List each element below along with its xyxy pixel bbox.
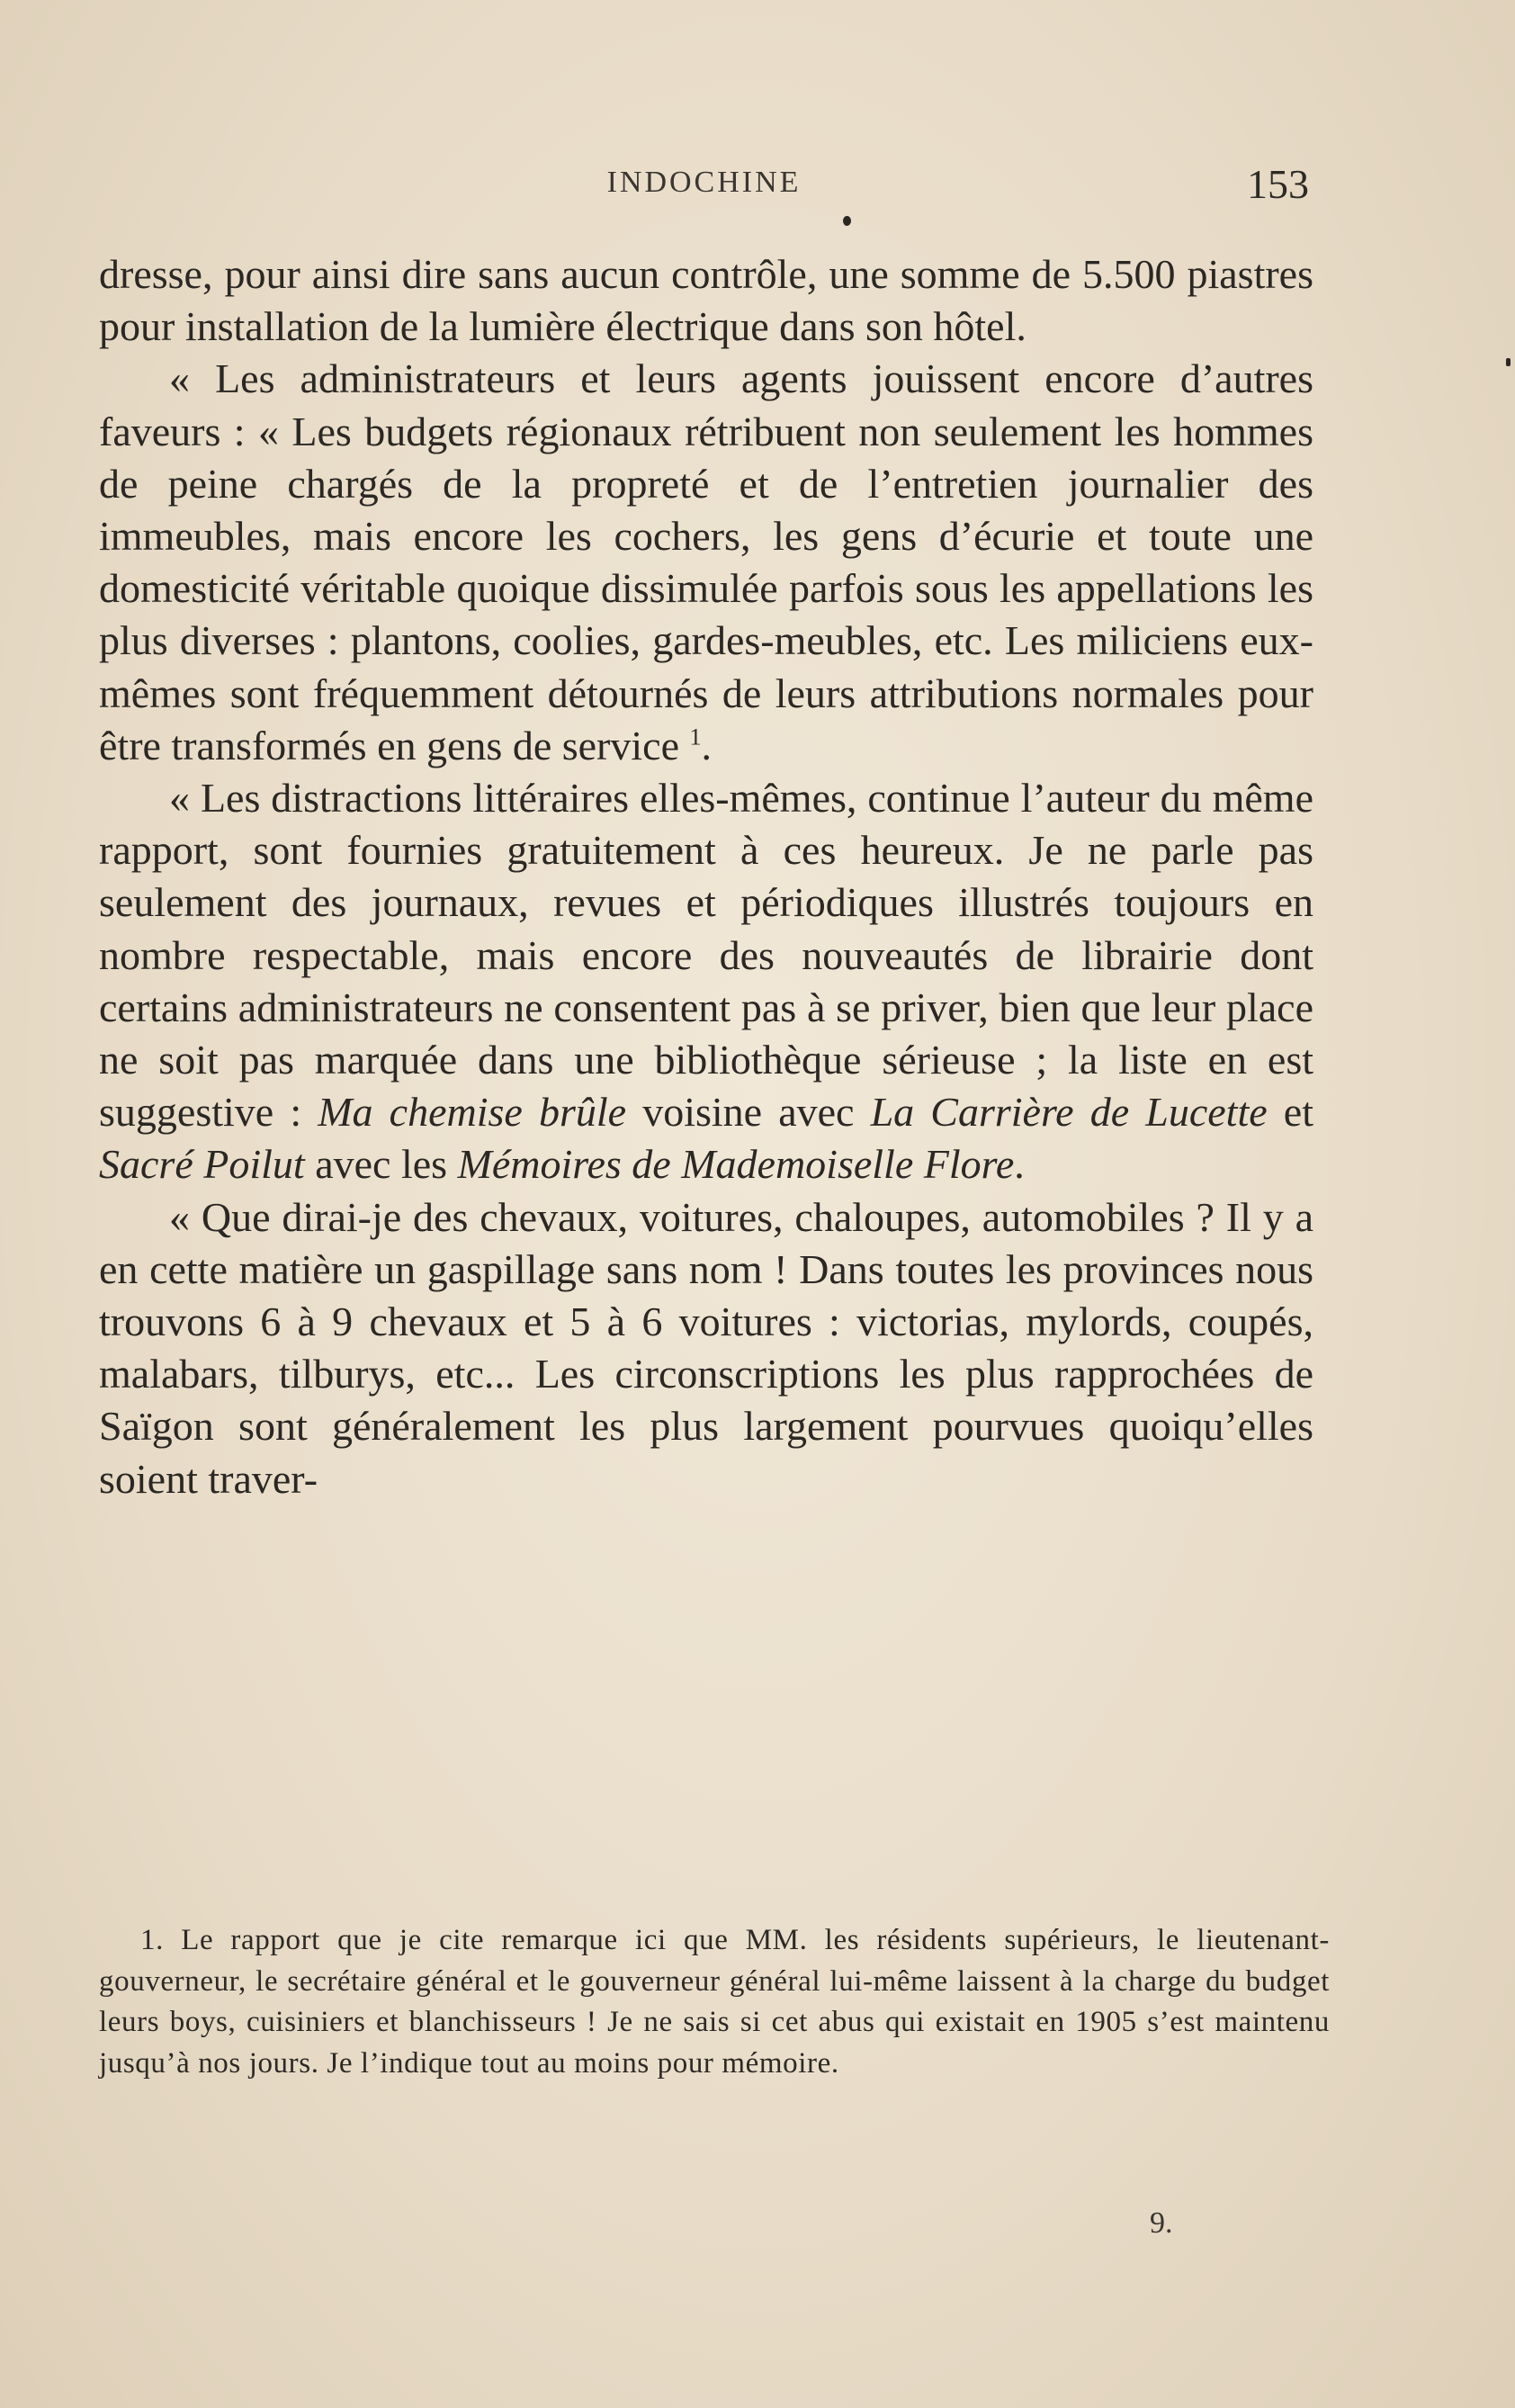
text-run: et: [1267, 1089, 1313, 1136]
body-paragraph: [99, 1191, 1313, 1505]
body-paragraph: [99, 248, 1313, 353]
footnote-paragraph: 1. Le rapport que je cite remarque ici que MM. les résidents supérieurs, le lieutenant-gouverneur, le secrétaire général et le gouverneur général lui-même laissent à la charge du budget leurs boys, cuisiniers et blanchisseurs ! Je ne sais si cet abus qui existait en 1905 s’est maintenu jusqu’à nos jours. Je l’indique tout au moins pour mémoire.: [99, 1924, 1330, 2080]
italic-title: La Carrière de Lucette: [870, 1089, 1268, 1136]
italic-title: Mémoires de Mademoiselle Flore: [457, 1141, 1015, 1188]
body-paragraph: [99, 353, 1313, 772]
footnote-reference: 1: [689, 723, 702, 750]
text-run: avec les: [304, 1141, 458, 1188]
text-run: voisine avec: [626, 1089, 871, 1136]
body-text: [99, 248, 1313, 1505]
text-run: « Les administrateurs et leurs agents jouissent encore d’autres faveurs : « Les budgets régionaux rétribuent non seulement les hommes de peine chargés de la propreté et de l’entretien journalier des immeubles, mais encore les cochers, les gens d’écurie et toute une domesticité véritable quoique dissimulée parfois sous les appellations les plus diverses : plantons, coolies, gardes-meubles, etc. Les miliciens eux-mêmes sont fréquemment détournés de leurs attributions normales pour être transformés en gens de service: [99, 355, 1313, 768]
italic-title: Sacré Poilut: [99, 1141, 305, 1188]
text-run: .: [1014, 1141, 1025, 1188]
running-head: [99, 160, 1309, 214]
page-number: 153: [1247, 161, 1309, 207]
text-run: dresse, pour ainsi dire sans aucun contrôle, une somme de 5.500 piastres pour installation de la lumière électrique dans son hôtel.: [99, 251, 1313, 350]
text-run: « Les distractions littéraires elles-mêmes, continue l’auteur du même rapport, sont fournies gratuitement à ces heureux. Je ne parle pas seulement des journaux, revues et périodiques illustrés toujours en nombre respectable, mais encore des nouveautés de librairie dont certains administrateurs ne consentent pas à se priver, bien que leur place ne soit pas marquée dans une bibliothèque sérieuse ; la liste en est suggestive :: [99, 775, 1313, 1136]
signature-mark: 9.: [1150, 2206, 1173, 2240]
body-paragraph: [99, 772, 1313, 1191]
text-run: .: [701, 722, 712, 768]
italic-title: Ma chemise brûle: [318, 1089, 627, 1136]
footnote-text: [99, 1920, 1330, 2084]
text-run: « Que dirai-je des chevaux, voitures, chaloupes, automobiles ? Il y a en cette matière un gaspillage sans nom ! Dans toutes les provinces nous trouvons 6 à 9 chevaux et 5 à 6 voitures : victorias, mylords, coupés, malabars, tilburys, etc... Les circonscriptions les plus rapprochées de Saïgon sont généralement les plus largement pourvues quoiqu’elles soient traver-: [99, 1193, 1313, 1502]
margin-speck: [1506, 358, 1511, 366]
footnote-section: [99, 1920, 1330, 2084]
running-title: INDOCHINE: [606, 166, 802, 199]
ink-dot-mark: [843, 216, 851, 226]
